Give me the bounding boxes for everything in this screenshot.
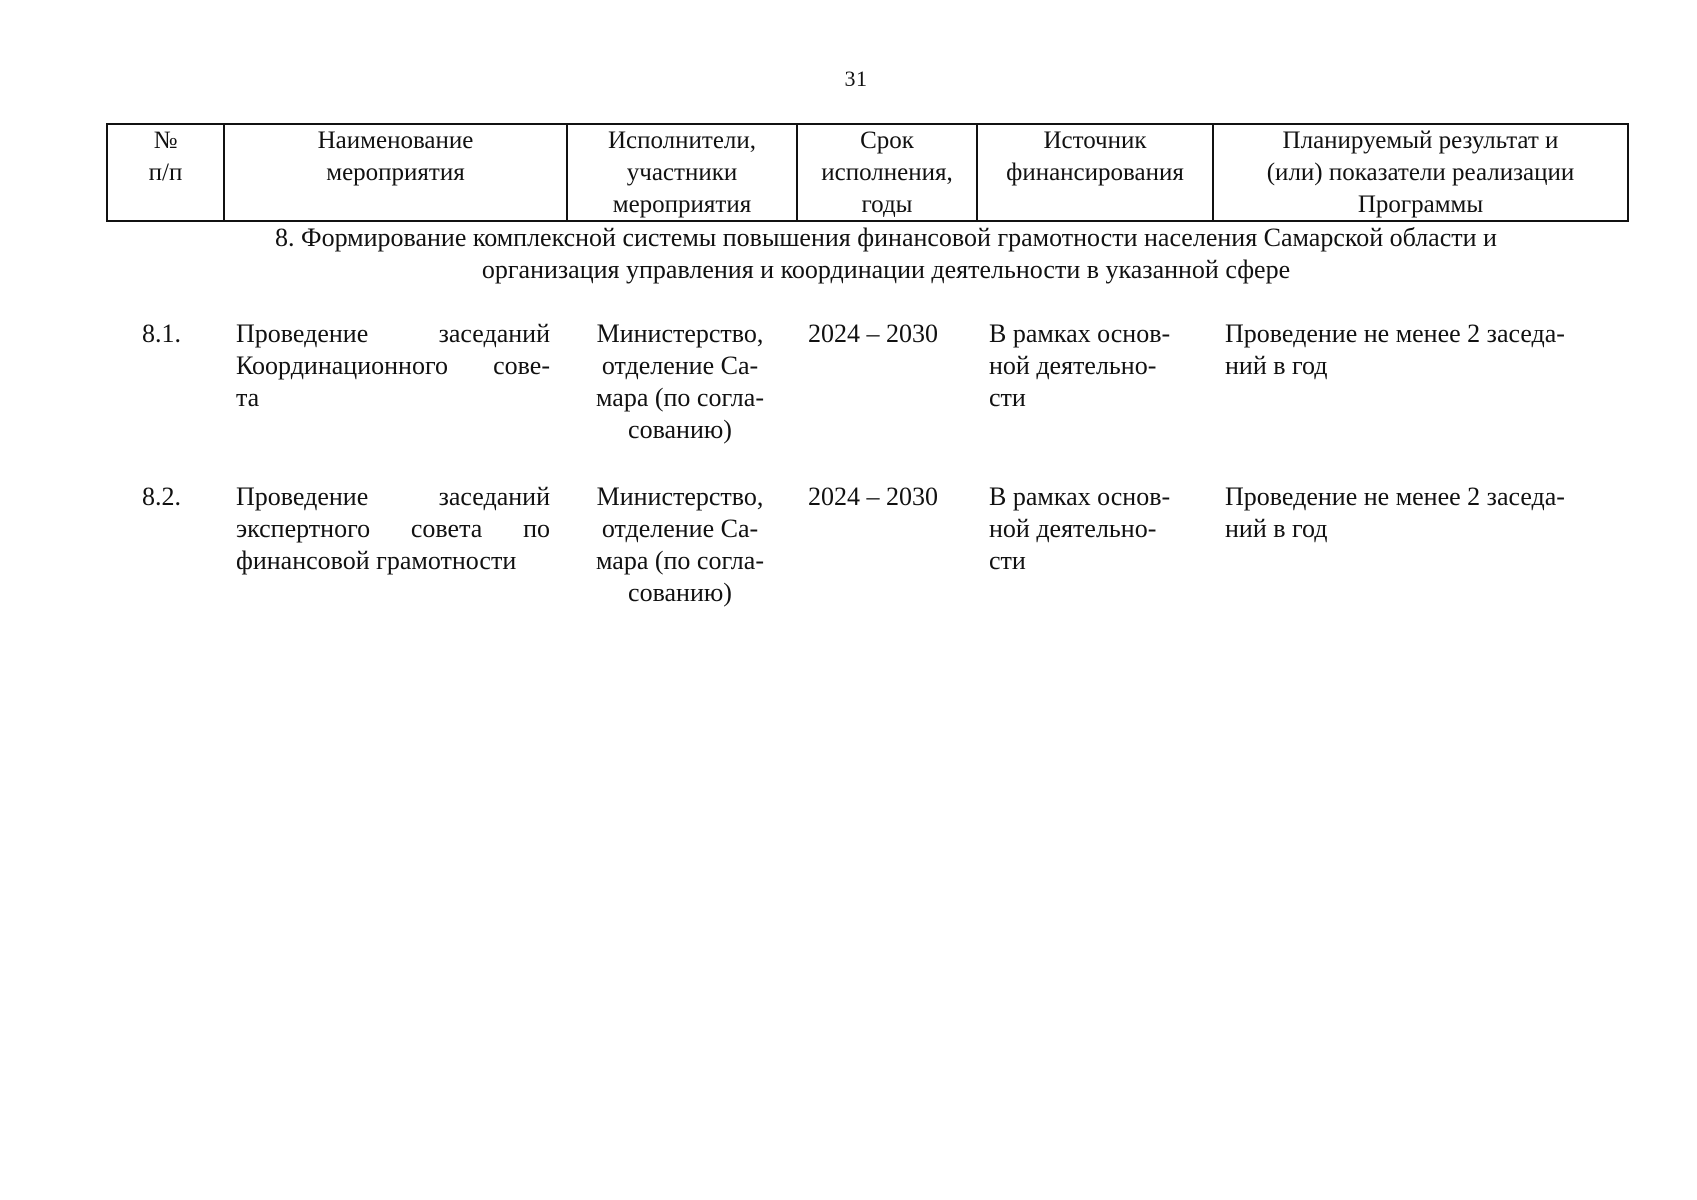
row-executors-line: Министерство, <box>596 319 764 348</box>
row-name-line: финансовой грамотности <box>236 546 517 575</box>
row-source-line: сти <box>989 383 1026 412</box>
row-name-line: Проведение заседаний <box>236 482 550 511</box>
row-source-line: В рамках основ- <box>989 482 1171 511</box>
row-executors-line: сованию) <box>628 578 732 607</box>
row-result-line: Проведение не менее 2 заседа- <box>1225 482 1565 511</box>
row-executors-line: Министерство, <box>596 482 764 511</box>
header-col-executors <box>566 125 796 220</box>
row-source-line: В рамках основ- <box>989 319 1171 348</box>
header-line: мероприятия <box>612 191 752 218</box>
row-result-line: ний в год <box>1225 514 1328 543</box>
header-line: Исполнители, <box>607 127 757 154</box>
row-source-line: ной деятельно- <box>989 514 1157 543</box>
row-term: 2024 – 2030 <box>808 319 938 348</box>
row-result-line: ний в год <box>1225 351 1328 380</box>
table-header <box>106 123 1629 222</box>
row-executors-line: мара (по согла- <box>596 383 764 412</box>
header-col-result <box>1212 125 1627 220</box>
header-line: годы <box>861 191 913 218</box>
header-line: Наименование <box>317 127 474 154</box>
row-number: 8.1. <box>142 319 181 348</box>
row-source-line: ной деятельно- <box>989 351 1157 380</box>
row-name-line: Координационного сове- <box>236 351 550 380</box>
section-title-line: 8. Формирование комплексной системы повышения финансовой грамотности населения Самарской области и <box>275 223 1497 252</box>
header-line: мероприятия <box>326 159 465 186</box>
row-name <box>236 318 550 414</box>
header-line: финансирования <box>1006 159 1184 186</box>
table-row <box>0 481 1697 641</box>
header-col-source <box>976 125 1212 220</box>
row-result-line: Проведение не менее 2 заседа- <box>1225 319 1565 348</box>
row-source <box>989 318 1209 414</box>
header-line: Планируемый результат и <box>1282 127 1559 154</box>
row-executors-line: мара (по согла- <box>596 546 764 575</box>
header-line: Источник <box>1043 127 1147 154</box>
header-line: Срок <box>860 127 914 154</box>
header-line: участники <box>626 159 738 186</box>
row-term: 2024 – 2030 <box>808 482 938 511</box>
row-executors-line: отделение Са- <box>601 351 759 380</box>
page-number: 31 <box>844 66 868 91</box>
header-line: № <box>153 127 178 154</box>
header-col-number <box>108 125 223 220</box>
row-executors <box>580 318 780 446</box>
row-executors-line: отделение Са- <box>601 514 759 543</box>
row-name-line: Проведение заседаний <box>236 319 550 348</box>
row-executors <box>580 481 780 609</box>
header-line: (или) показатели реализации <box>1266 159 1575 186</box>
header-col-name <box>223 125 566 220</box>
row-source <box>989 481 1209 577</box>
row-executors-line: сованию) <box>628 415 732 444</box>
header-line: исполнения, <box>821 159 953 186</box>
row-name <box>236 481 550 577</box>
row-result <box>1225 318 1645 382</box>
row-source-line: сти <box>989 546 1026 575</box>
section-title <box>196 222 1576 286</box>
row-name-line: экспертного совета по <box>236 514 550 543</box>
row-number: 8.2. <box>142 482 181 511</box>
header-line: п/п <box>148 159 183 186</box>
section-title-line: организация управления и координации деятельности в указанной сфере <box>481 255 1291 284</box>
row-result <box>1225 481 1645 545</box>
row-name-line: та <box>236 383 260 412</box>
table-row <box>0 318 1697 478</box>
header-col-term <box>796 125 976 220</box>
header-line: Программы <box>1357 191 1484 218</box>
